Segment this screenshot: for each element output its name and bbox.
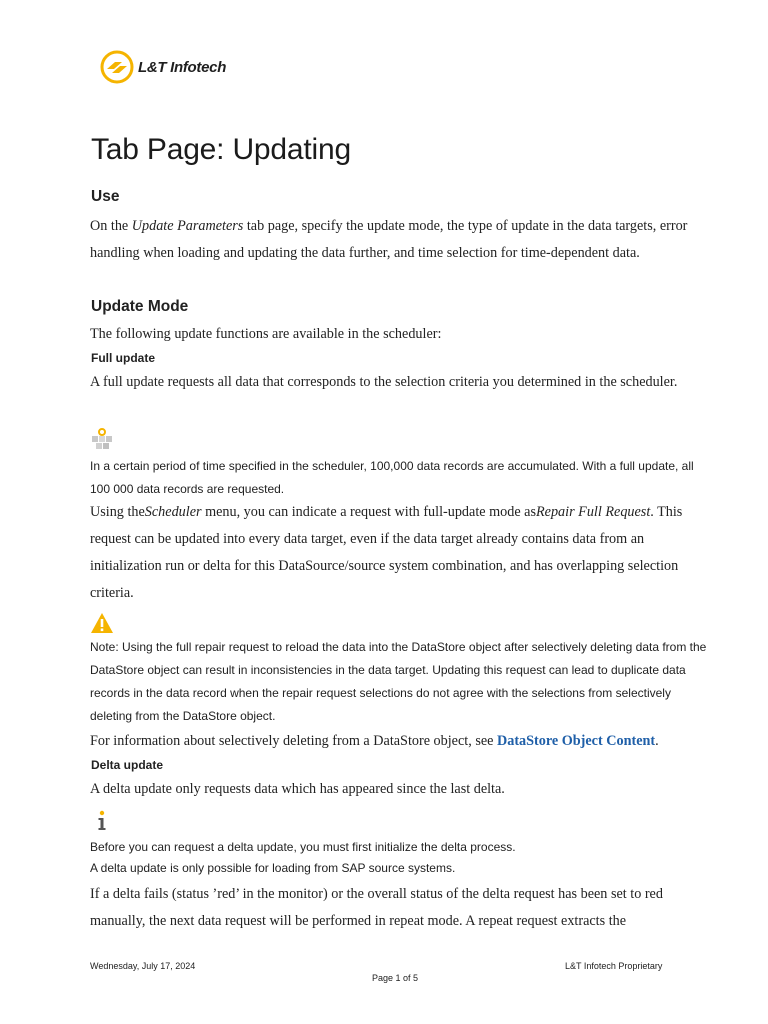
- company-logo: [100, 50, 226, 84]
- use-paragraph: [90, 213, 710, 267]
- repair-paragraph: [90, 499, 710, 607]
- emphasis: Repair Full Request: [536, 504, 651, 520]
- delta-update-paragraph: A delta update only requests data which has appeared since the last delta.: [90, 781, 505, 797]
- emphasis: Update Parameters: [131, 218, 244, 234]
- lt-logo-icon: [100, 50, 134, 84]
- text-run: On the: [90, 218, 132, 234]
- update-mode-intro: The following update functions are available in the scheduler:: [90, 326, 442, 342]
- text-run: Using the: [90, 504, 145, 520]
- text-run: menu, you can indicate a request with full-update mode as: [201, 504, 536, 520]
- full-update-paragraph: A full update requests all data that corresponds to the selection criteria you determined in the scheduler.: [90, 374, 678, 390]
- text-run: . This request can be updated into every data target, even if the data target already contains data from an initialization run or delta for this DataSource/source system combination, and has overlapping selection criteria.: [90, 504, 683, 601]
- text-run: tab page, specify the update mode, the type of update in the data targets, error handling when loading and updating the data further, and time selection for time-dependent data.: [90, 218, 688, 261]
- update-mode-heading: Update Mode: [91, 298, 189, 315]
- footer-page-number: Page 1 of 5: [372, 973, 419, 983]
- delta-note-1: Before you can request a delta update, you must first initialize the delta process.: [90, 840, 516, 854]
- text-run: For information about selectively deleting from a DataStore object, see: [90, 733, 497, 749]
- emphasis: Scheduler: [144, 504, 202, 520]
- text-run: .: [655, 733, 659, 749]
- footer-date: Wednesday, July 17, 2024: [90, 961, 196, 971]
- delta-note-2: A delta update is only possible for loading from SAP source systems.: [90, 861, 456, 875]
- use-heading: Use: [91, 188, 120, 205]
- footer-proprietary: L&T Infotech Proprietary: [565, 961, 663, 971]
- logo-text: L&T Infotech: [138, 58, 227, 76]
- caution-text: Note: Using the full repair request to reload the data into the DataStore object after selectively deleting data from the DataStore object can result in inconsistencies in the data target. Updating this request can lead to duplicate data records in the data record when the repair request selections do not agree with the selections from selectively deleting from the DataStore object.: [90, 640, 707, 723]
- page-title: Tab Page: Updating: [91, 133, 351, 166]
- datastore-object-content-link[interactable]: DataStore Object Content: [496, 733, 656, 749]
- delta-fail-paragraph: If a delta fails (status ’red’ in the monitor) or the overall status of the delta request has been set to red manually, the next data request will be performed in repeat mode. A repeat request extracts the: [90, 886, 663, 929]
- info-icon: [96, 810, 108, 832]
- example-icon: [91, 428, 113, 450]
- caution-icon: [90, 612, 114, 634]
- full-update-heading: Full update: [91, 351, 155, 365]
- delta-update-heading: Delta update: [91, 758, 164, 772]
- info-paragraph: [90, 728, 710, 755]
- example-text: In a certain period of time specified in the scheduler, 100,000 data records are accumulated. With a full update, all 100 000 data records are requested.: [90, 459, 694, 496]
